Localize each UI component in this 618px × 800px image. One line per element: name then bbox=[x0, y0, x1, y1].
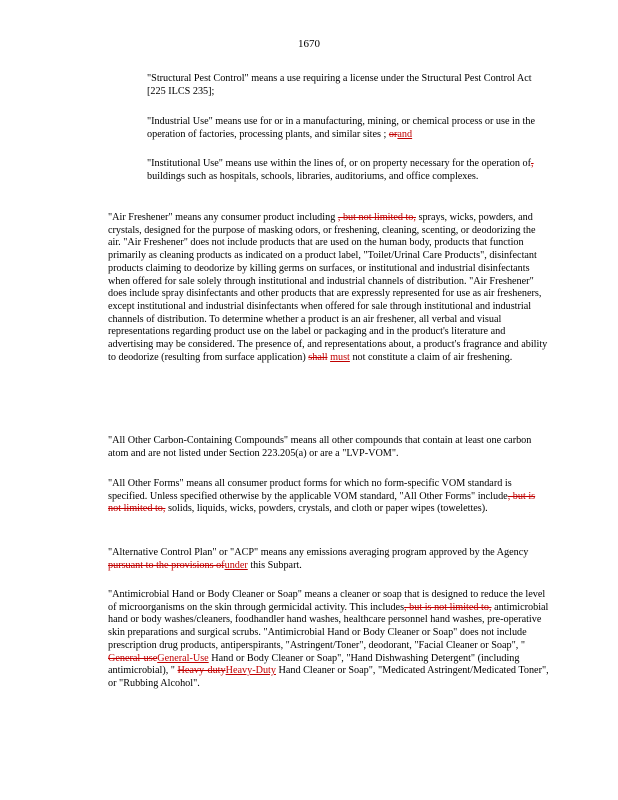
inserted-text: Heavy-Duty bbox=[225, 665, 276, 677]
definition-institutional-use bbox=[147, 158, 549, 183]
page-number: 1670 bbox=[298, 38, 320, 50]
body-text: sprays, wicks, powders, and crystals, designed for the purpose of masking odors, or freshening, cleaning, scenting, or deodorizing the air. "Air Freshener" does not include products that are used on the human body, products that function primarily as cleaning products as indicated on a product label, "Toilet/Urinal Care Products", disinfectant products claiming to deodorize by killing germs on surfaces, or institutional and industrial disinfectants when offered for sale solely through institutional and industrial channels of distribution. "Air Freshener" does include spray disinfectants and other products that are expressly represented for use as air fresheners, except institutional and industrial disinfectants when offered for sale through institutional and industrial channels of distribution. To determine whether a product is an air freshener, all verbal and visual representations regarding product use on the label or packaging and in the product's literature and advertising may be considered. The presence of, and representations about, a product's fragrance and ability to deodorize (resulting from surface application) bbox=[108, 212, 548, 363]
definition-all-other-forms bbox=[108, 478, 550, 516]
deleted-text: shall bbox=[308, 351, 328, 363]
definition-all-other-carbon-compounds bbox=[108, 435, 550, 460]
body-text: "Institutional Use" means use within the lines of, or on property necessary for the operation of bbox=[147, 158, 532, 169]
inserted-text: must bbox=[330, 351, 350, 363]
deleted-text: , bbox=[531, 158, 534, 169]
body-text: buildings such as hospitals, schools, libraries, auditoriums, and office complexes. bbox=[147, 170, 479, 182]
body-text: antimicrobial hand or body washes/cleaners, foodhandler hand washes, healthcare personnel hand washes, pre-operative skin preparations and surgical scrubs. "Antimicrobial Hand or Body Cleaner or Soap" does not include prescription drug products, antiperspirants, "Astringent/Toner", deodorant, "Facial Cleaner or Soap", " bbox=[108, 601, 549, 651]
definition-structural-pest-control bbox=[147, 73, 549, 98]
definition-alternative-control-plan bbox=[108, 547, 550, 572]
definition-industrial-use bbox=[147, 116, 549, 141]
body-text: "All Other Forms" means all consumer product forms for which no form-specific VOM standard is specified. Unless specified otherwise by the applicable VOM standard, "All Other Forms" include bbox=[108, 478, 512, 502]
body-text: Hand Cleaner or Soap", "Medicated Astringent/Medicated Toner", or "Rubbing Alcohol". bbox=[108, 665, 549, 689]
definition-antimicrobial-hand-cleaner bbox=[108, 589, 550, 691]
inserted-text: under bbox=[224, 559, 248, 571]
body-text: "Structural Pest Control" means a use requiring a license under the Structural Pest Control Act [225 ILCS 235]; bbox=[147, 73, 532, 97]
body-text: "All Other Carbon-Containing Compounds" means all other compounds that contain at least one carbon atom and are not listed under Section 223.205(a) or are a "LVP-VOM". bbox=[108, 435, 532, 459]
deleted-text: General-use bbox=[108, 652, 158, 664]
body-text: not constitute a claim of air freshening. bbox=[349, 351, 513, 363]
body-text: "Alternative Control Plan" or "ACP" means any emissions averaging program approved by the Agency bbox=[108, 547, 529, 558]
inserted-text: General-Use bbox=[157, 652, 209, 664]
body-text: "Air Freshener" means any consumer product including bbox=[108, 212, 338, 223]
deleted-text: pursuant to the provisions of bbox=[108, 559, 225, 571]
deleted-text: , but is not limited to, bbox=[404, 601, 492, 613]
body-text: Hand or Body Cleaner or Soap", "Hand Dishwashing Detergent" (including antimicrobial), " bbox=[108, 652, 520, 677]
inserted-text: and bbox=[397, 128, 413, 140]
deleted-text: , but is not limited to, bbox=[108, 490, 536, 515]
body-text: this Subpart. bbox=[247, 559, 302, 571]
deleted-text: , but not limited to, bbox=[337, 212, 416, 223]
definition-air-freshener bbox=[108, 212, 550, 364]
body-text: "Antimicrobial Hand or Body Cleaner or Soap" means a cleaner or soap that is designed to reduce the level of microorganisms on the skin through germicidal activity. This includes bbox=[108, 589, 546, 613]
deleted-text: Heavy-duty bbox=[177, 665, 226, 677]
body-text: solids, liquids, wicks, powders, crystals, and cloth or paper wipes (towelettes). bbox=[165, 503, 488, 515]
body-text: "Industrial Use" means use for or in a manufacturing, mining, or chemical process or use in the operation of factories, processing plants, and similar sites ; bbox=[147, 116, 535, 140]
deleted-text: or bbox=[388, 128, 398, 140]
